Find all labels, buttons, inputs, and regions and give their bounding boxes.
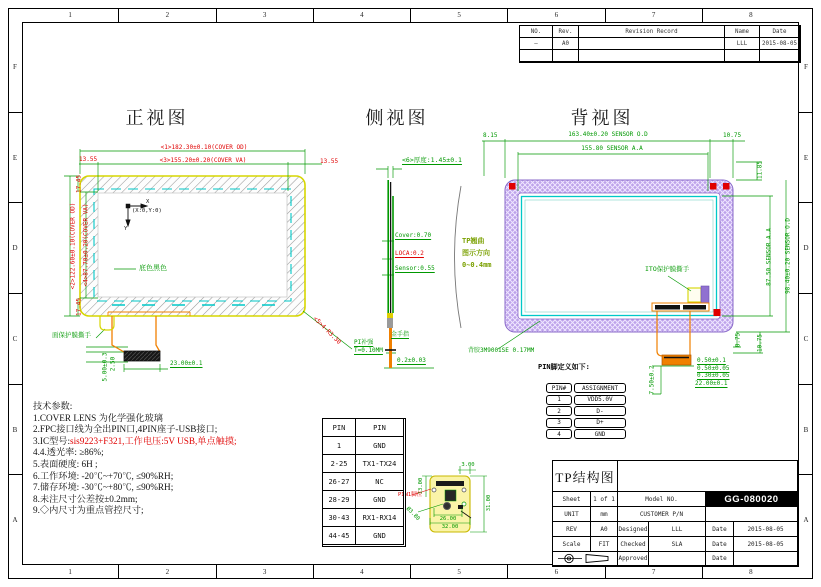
pin-assignment-row: 1 VDD5.0V [546,395,626,405]
pcb-pin1-label: PIN1脚位 [398,492,423,498]
tech-params-title: 技术参数: [33,401,73,411]
dim-cover-od-height: <2>122.60±0.10(COVER OD) [69,202,77,290]
zone-row: F [799,22,813,113]
dim-back-left-offset: 8.15 [483,132,498,139]
zone-col: 2 [119,565,216,579]
dim-margin-left: 13.55 [79,156,98,163]
zone-row: D [799,203,813,294]
rev-cell: LLL [725,38,760,50]
rev-cell [553,50,579,62]
dim-margin-bottom: 17.45 [75,297,83,317]
pcb-dim-right: 31.00 [485,494,492,512]
dim-total-thickness: <6>厚度:1.45±0.1 [402,156,462,164]
unit-value: mm [591,507,618,522]
title-block [552,460,799,567]
pin-table-cell: 44-45 [323,527,356,545]
pcb-dim-left: 13.00 [417,477,424,495]
tech-param-item: 3.IC型号:sis9223+F321,工作电压:5V USB,单点触摸; [33,435,237,446]
axis-x-label: X [146,199,150,205]
tech-param-item: 9.◇内尺寸为重点管控尺寸; [33,505,144,516]
pin-table-cell: 1 [323,437,356,455]
approved-value [649,552,706,566]
projection-symbol-cell [553,552,618,566]
pin-assignment-header: PIN# [546,383,572,393]
fpc-pin-table [322,418,406,547]
rev-cell: — [520,38,553,50]
checked-value: SLA [649,537,706,552]
model-number: GG-080020 [706,492,798,507]
warp-label-2: 图示方向 [462,249,490,257]
rev-value: A0 [591,522,618,537]
warp-label-1: TP翘曲 [462,237,485,245]
zone-col: 4 [314,8,411,22]
rev-cell [579,38,725,50]
date-value: 2015-08-05 [734,522,798,537]
zone-col: 3 [217,565,314,579]
back-view-geometry [482,139,790,394]
tech-param-item: 4.4.透光率: ≥86%; [33,447,104,458]
dim-back-top-offset: 11.85 [756,160,764,180]
pin-assignment-row: 3 D+ [546,418,626,428]
pin-table-cell: 28-29 [323,491,356,509]
pcb-dim-w2: 32.00 [441,524,459,530]
tech-param-item: 8.未注尺寸公差按±0.2mm; [33,493,138,504]
layer-sensor-label: Sensor:0.55 [395,265,435,272]
pcb-dim-top: 3.00 [461,462,475,468]
dim-fpc-h2: 2.50 [109,356,117,372]
pin-table-cell: GND [356,491,404,509]
pin-assignment-row: 4 GND [546,429,626,439]
pin-table-cell: NC [356,473,404,491]
zone-row: E [799,113,813,204]
pin-table-cell: 30-43 [323,509,356,527]
drawing-name: TP结构图 [553,461,618,492]
zone-row: B [8,385,22,476]
date-label: Date [706,522,734,537]
zone-col: 3 [217,8,314,22]
tech-param-item: 1.COVER LENS 为化学强化玻璃 [33,412,163,423]
pin-assignment-table [546,383,626,441]
unit-label: UNIT [553,507,591,522]
dim-back-fpc-4: 22.00±0.1 [695,380,728,387]
dim-back-bottom-offset-1: 8.75 [734,332,742,348]
revision-table [519,25,801,63]
pin-assignment-header-row [546,383,626,393]
sheet-label: Sheet [553,492,591,507]
front-view-geometry [64,149,352,372]
pin-table-cell: GND [356,437,404,455]
tech-param-item: 5.表面硬度: 6H ; [33,458,98,469]
scale-label: Scale [553,537,591,552]
layer-cover-label: Cover:0.70 [395,232,432,239]
date-label: Date [706,537,734,552]
dim-back-fpc-5: 7.50±0.2 [648,365,656,395]
pin-assignment-row: 2 D- [546,406,626,416]
approved-label: Approved [618,552,649,566]
zone-row: F [8,22,22,113]
dim-corner-radius: <5>4-R3.30 [311,315,343,346]
origin-label: (X:0,Y:0) [132,208,162,214]
adhesive-label: 背胶3M9001SE 0.17MM [468,347,535,354]
dim-margin-right: 13.55 [320,158,339,165]
zone-col: 7 [606,565,703,579]
rev-cell [760,50,800,62]
scale-value: FIT [591,537,618,552]
dim-margin-top: 17.45 [75,174,83,194]
dim-back-right-offset: 10.75 [723,132,742,139]
dim-cover-od-width: <1>182.30±0.10(COVER OD) [160,144,248,151]
dim-sensor-od-width: 163.40±0.20 SENSOR O.D [568,131,648,138]
zone-col: 5 [411,8,508,22]
back-view-title: 背视图 [570,108,634,128]
pi-stiffener-label-2: T=0.10MM [354,347,383,354]
zone-col: 8 [749,11,753,19]
tech-param-item: 7.储存环境: -30℃~+80℃, ≤90%RH; [33,482,174,493]
pcb-hole-dim: Ø3.80 [404,506,421,522]
warp-label-3: 0~0.4mm [462,261,492,269]
rev-cell: A0 [553,38,579,50]
dim-cover-va-height: <4>87.70±0.20(COVER VA) [82,203,90,287]
axis-y-label: Y [124,226,128,232]
background-color-label: 底色黑色 [139,264,167,272]
sheet-value: 1 of 1 [591,492,618,507]
tech-params-block [33,401,347,517]
dim-back-fpc-3: 0.30±0.05 [697,372,730,379]
dim-fpc-h1: 5.00±0.3 [101,352,109,382]
zone-col: 5 [411,565,508,579]
dim-cover-va-width: <3>155.20±0.20(COVER VA) [159,157,247,164]
pi-stiffener-label-1: PI补强 [354,339,374,346]
zone-col: 1 [22,565,119,579]
rev-label: REV [553,522,591,537]
zone-col: 1 [22,8,119,22]
rev-cell: 2015-08-05 [760,38,800,50]
side-view-title: 侧视图 [365,108,429,128]
zone-row: E [8,113,22,204]
dim-back-fpc-1: 0.50±0.1 [697,357,726,364]
zone-col: 6 [508,8,605,22]
pin-table-cell: 26-27 [323,473,356,491]
projection-symbol-icon [556,552,614,565]
zone-col: 6 [508,565,605,579]
pin-table-cell: 2-25 [323,455,356,473]
rev-cell [520,50,553,62]
pin-table-header: PIN [356,419,404,437]
rev-header-rev: Rev. [553,26,579,38]
dim-back-bottom-offset-2: 10.75 [756,333,764,353]
zone-col: 7 [606,8,703,22]
ito-film-label: ITO保护膜撕手 [645,265,690,273]
model-label: Model NO. [618,492,706,507]
zone-col: 2 [119,8,216,22]
checked-label: Checked [618,537,649,552]
dim-fpc-thickness: 0.2±0.03 [397,357,426,364]
title-block-empty [618,461,798,492]
date-label: Date [706,552,734,566]
dim-sensor-od-height: 98.40±0.20 SENSOR O.D [784,218,792,294]
rev-header-date: Date [760,26,800,38]
zone-col: 4 [314,565,411,579]
zone-row: C [8,294,22,385]
date-value: 2015-08-05 [734,537,798,552]
pin-table-cell: TX1-TX24 [356,455,404,473]
dim-back-fpc-2: 0.50±0.05 [697,365,730,372]
date-value [734,552,798,566]
rev-header-name: Name [725,26,760,38]
zone-row: D [8,203,22,294]
front-film-label: 面保护膜撕手 [52,331,91,339]
dim-sensor-aa-width: 155.80 SENSOR A.A [581,145,643,152]
zone-row: A [12,516,18,525]
rev-cell [579,50,725,62]
zone-row: A [803,516,809,525]
customer-value [706,507,798,522]
dim-sensor-aa-height: 87.50 SENSOR A.A [765,228,773,286]
tech-param-item: 6.工作环境: -20℃~+70℃, ≤90%RH; [33,470,174,481]
rev-cell [725,50,760,62]
layer-loca-label: LOCA:0.2 [395,250,424,257]
rev-header-no: NO. [520,26,553,38]
designed-label: Designed [618,522,649,537]
designed-value: LLL [649,522,706,537]
pin-table-cell: RX1-RX14 [356,509,404,527]
zone-col: 8 [749,568,753,576]
pin-table-cell: GND [356,527,404,545]
zone-row: C [799,294,813,385]
front-view-title: 正视图 [125,108,189,128]
customer-label: CUSTOMER P/N [618,507,706,522]
pin-assignment-header: ASSIGNMENT [574,383,626,393]
dim-fpc-width: 23.00±0.1 [170,360,203,367]
zone-row: B [799,385,813,476]
pin-table-header: PIN [323,419,356,437]
tech-param-item: 2.FPC接口线为全出PIN口,4PIN座子-USB接口; [33,424,218,435]
pin-definition-title: PIN脚定义如下: [538,363,590,371]
gold-finger-label: 金手指 [391,331,410,338]
rev-header-record: Revision Record [579,26,725,38]
pcb-dim-w1: 26.00 [439,516,457,522]
